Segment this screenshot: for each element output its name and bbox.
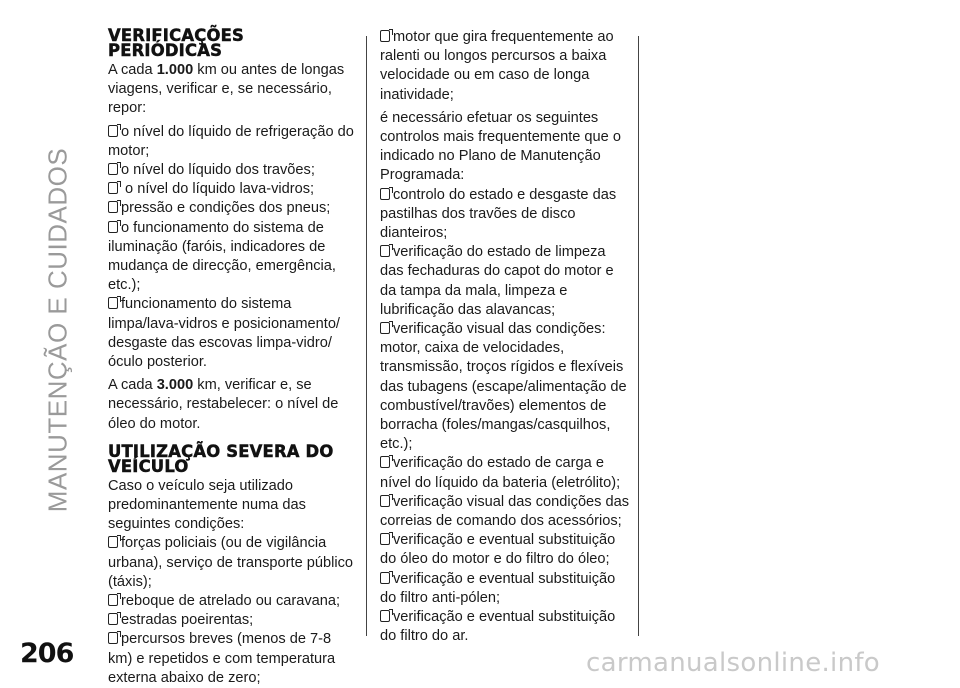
list-item-text: controlo do estado e desgaste das pastilhas dos travões de disco dianteiros; [380,186,617,242]
list-item [380,243,632,320]
list-item [380,28,632,105]
list-item [108,534,356,592]
heading-periodic-checks: VERIFICAÇÕES PERIÓDICAS [108,26,244,60]
paragraph-text: A cada [108,377,157,394]
list-item-text: pressão e condições dos pneus; [121,200,331,217]
paragraph-text: km, verificar e, se necessário, restabelecer: o nível de óleo do motor. [108,377,339,432]
list-item [108,611,356,630]
list-item [108,219,356,296]
list-item [380,570,632,608]
bullet-box-icon [108,594,118,606]
bullet-box-icon [380,322,390,334]
bullet-box-icon [380,245,390,257]
list-item [108,592,356,611]
list-item-text: percursos breves (menos de 7-8 km) e repetidos e com temperatura externa abaixo de zero; [108,631,336,686]
bullet-box-icon [108,297,118,309]
paragraph-conditions: Caso o veículo seja utilizado predominantemente numa das seguintes condições: [108,477,306,533]
list-item [380,186,632,244]
list-item-text: verificação do estado de carga e nível do líquido da bateria (eletrólito); [380,455,621,491]
section-title-vertical: MANUTENÇÃO E CUIDADOS [42,147,73,513]
bullet-box-icon [380,456,390,468]
bullet-box-icon [108,125,118,137]
list-item-text: o nível do líquido lava-vidros; [121,181,315,198]
heading-severe-use: UTILIZAÇÃO SEVERA DO VEÍCULO [108,441,334,476]
paragraph-text: km ou antes de longas viagens, verificar e, se necessário, repor: [108,62,345,117]
list-item [108,180,356,199]
distance-value: 3.000 [156,377,194,394]
list-item-text: estradas poeirentas; [121,612,254,629]
bullet-box-icon [108,201,118,213]
list-item [108,161,356,180]
bullet-box-icon [380,533,390,545]
bullet-box-icon [108,613,118,625]
list-item-text: verificação e eventual substituição do óleo do motor e do filtro do óleo; [380,532,616,568]
list-item [108,630,356,688]
list-item-text: verificação e eventual substituição do filtro anti-pólen; [380,570,616,606]
list-item [108,295,356,372]
list-item-text: verificação e eventual substituição do filtro do ar. [380,609,616,645]
list-item-text: verificação do estado de limpeza das fechaduras do capot do motor e da tampa da mala, limpeza e lubrificação das alavancas; [380,244,614,318]
list-item-text: forças policiais (ou de vigilância urbana), serviço de transporte público (táxis); [108,535,353,590]
watermark: carmanualsonline.info [586,648,881,678]
bullet-box-icon [380,610,390,622]
paragraph-more-frequent-checks: é necessário efetuar os seguintes controlos mais frequentemente que o indicado no Plano de Manutenção Programada: [380,109,621,184]
list-item-text: motor que gira frequentemente ao ralenti ou longos percursos a baixa velocidade ou em caso de longa inatividade; [380,29,614,103]
bullet-box-icon [108,182,118,194]
distance-value: 1.000 [156,62,194,78]
list-item [380,493,632,531]
list-item-text: funcionamento do sistema limpa/lava-vidros e posicionamento/ desgaste das escovas limpa-vidro/ óculo posterior. [108,296,340,371]
bullet-box-icon [380,30,390,42]
list-item-text: verificação visual das condições: motor, caixa de velocidades, transmissão, troços rígidos e flexíveis das tubagens (escape/alimentação de combustível/travões) elementos de borracha (foles/mangas/casquilhos, etc.); [380,321,627,453]
bullet-box-icon [108,536,118,548]
text-column-left [108,28,356,688]
text-column-right [380,28,632,647]
column-divider [366,36,367,636]
bullet-box-icon [380,188,390,200]
list-item [380,608,632,646]
list-item [108,123,356,161]
list-item-text: verificação visual das condições das correias de comando dos acessórios; [380,493,630,530]
list-item-text: o nível do líquido dos travões; [121,162,315,179]
list-item [108,199,356,218]
bullet-box-icon [380,495,390,507]
bullet-box-icon [108,221,118,233]
list-item [380,531,632,569]
list-item-text: reboque de atrelado ou caravana; [121,593,341,610]
bullet-box-icon [108,632,118,644]
list-item-text: o nível do líquido de refrigeração do motor; [108,123,354,159]
paragraph-every-3000km [108,376,356,434]
list-item-text: o funcionamento do sistema de iluminação (faróis, indicadores de mudança de direcção, emergência, etc.); [108,219,336,294]
bullet-box-icon [380,572,390,584]
paragraph-text: A cada [108,62,157,78]
column-divider [638,36,639,636]
page-number: 206 [20,638,74,669]
bullet-box-icon [108,163,118,175]
list-item [380,320,632,454]
paragraph-every-1000km [108,61,356,119]
list-item [380,454,632,492]
